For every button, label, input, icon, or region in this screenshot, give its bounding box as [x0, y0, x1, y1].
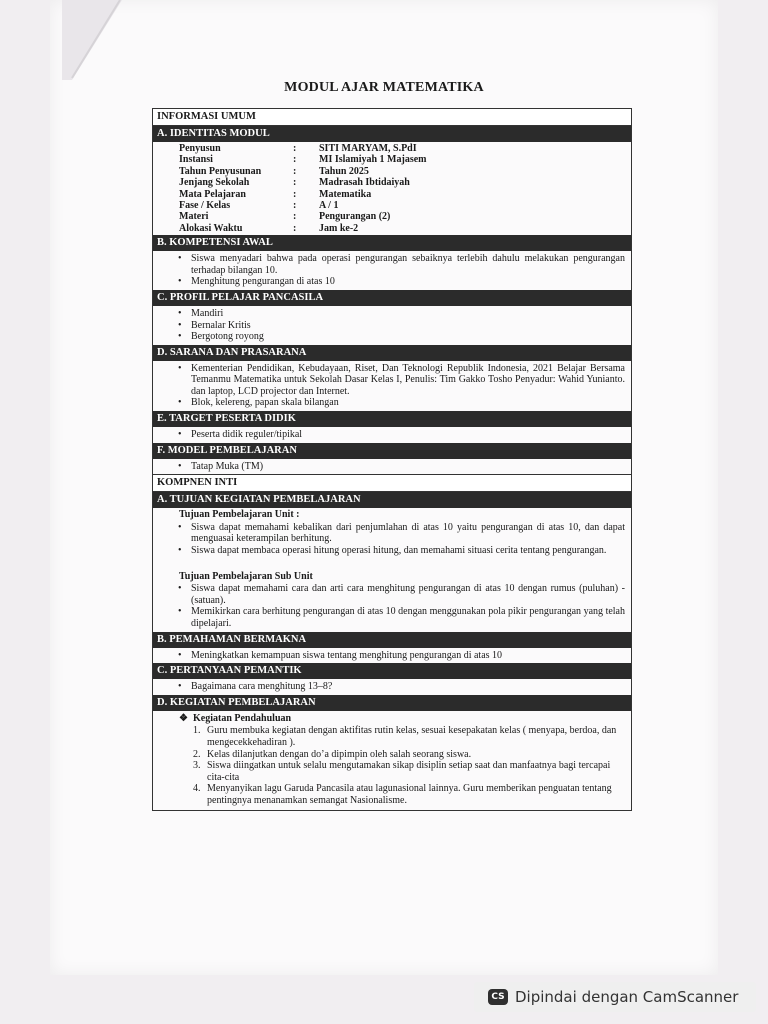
identity-row — [179, 177, 631, 188]
identity-colon: : — [293, 199, 297, 211]
identity-colon: : — [293, 143, 297, 154]
list-item: • Memikirkan cara berhitung pengurangan di atas 10 dengan menggunakan pola pikir pengurangan yang telah dipelajari. — [191, 606, 625, 629]
identity-key: Materi — [179, 211, 209, 223]
identity-row — [179, 166, 631, 177]
model-header: F. MODEL PEMBELAJARAN — [153, 443, 631, 459]
identity-key: Jenjang Sekolah — [179, 177, 250, 189]
list-item: • Blok, kelereng, papan skala bilangan — [191, 397, 625, 409]
kegiatan-subtitle — [153, 711, 631, 725]
identity-key: Instansi — [179, 154, 213, 166]
identity-colon: : — [293, 154, 297, 166]
identity-row — [179, 211, 631, 222]
identity-value: Matematika — [319, 188, 372, 200]
list-item: • Bagaimana cara menghitung 13–8? — [191, 681, 625, 693]
identitas-header: A. IDENTITAS MODUL — [153, 126, 631, 142]
identity-key: Penyusun — [179, 143, 221, 154]
diamond-bullet-icon: ❖ — [179, 712, 188, 724]
sarana-header: D. SARANA DAN PRASARANA — [153, 345, 631, 361]
list-item: • Tatap Muka (TM) — [191, 461, 625, 473]
identity-row — [179, 143, 631, 154]
target-list — [153, 427, 631, 443]
list-item: • Bergotong royong — [191, 331, 625, 343]
identity-colon: : — [293, 177, 297, 189]
identity-row — [179, 154, 631, 165]
page-fold-mark — [62, 0, 122, 80]
list-item: • Mandiri — [191, 308, 625, 320]
pertanyaan-header: C. PERTANYAAN PEMANTIK — [153, 663, 631, 679]
identity-value: Madrasah Ibtidaiyah — [319, 177, 410, 189]
list-item: • Bernalar Kritis — [191, 320, 625, 332]
target-header: E. TARGET PESERTA DIDIK — [153, 411, 631, 427]
kompetensi-list — [153, 251, 631, 290]
list-item: 3. Siswa diingatkan untuk selalu mengutamakan sikap disiplin setiap saat dan manfaatnya bagi tercapai cita-cita — [193, 760, 611, 783]
list-item: • Siswa dapat memahami kebalikan dari penjumlahan di atas 10 yaitu pengurangan di atas 10, dan dapat menguasai keterampilan berhitung. — [191, 522, 625, 545]
list-item: • Siswa dapat membaca operasi hitung operasi hitung, dan memahami situasi cerita tentang pengurangan. — [191, 545, 625, 557]
identity-colon: : — [293, 222, 297, 234]
module-table — [152, 108, 632, 811]
identity-value: MI Islamiyah 1 Majasem — [319, 154, 427, 166]
identity-key: Fase / Kelas — [179, 199, 231, 211]
identity-key: Mata Pelajaran — [179, 188, 246, 200]
profil-header: C. PROFIL PELAJAR PANCASILA — [153, 290, 631, 306]
list-item: 2. Kelas dilanjutkan dengan do’a dipimpin oleh salah seorang siswa. — [193, 748, 472, 760]
kompetensi-header: B. KOMPETENSI AWAL — [153, 235, 631, 251]
identity-row — [179, 223, 631, 234]
identity-row — [179, 189, 631, 200]
identity-value: Pengurangan (2) — [319, 211, 391, 223]
tujuan-subunit-title: Tujuan Pembelajaran Sub Unit — [179, 570, 313, 582]
identitas-list — [153, 142, 631, 235]
identity-value: A / 1 — [319, 199, 339, 211]
kegiatan-header: D. KEGIATAN PEMBELAJARAN — [153, 695, 631, 711]
pemahaman-list — [153, 648, 631, 664]
identity-value: Jam ke-2 — [319, 222, 359, 234]
identity-colon: : — [293, 211, 297, 223]
list-item: • Siswa menyadari bahwa pada operasi pengurangan sebaiknya terlebih dahulu melakukan pengurangan terhadap bilangan 10. — [191, 253, 625, 276]
camscanner-logo-icon: CS — [488, 989, 508, 1005]
identity-colon: : — [293, 188, 297, 200]
identity-row — [179, 200, 631, 211]
tujuan-unit-list — [153, 522, 631, 559]
tujuan-header: A. TUJUAN KEGIATAN PEMBELAJARAN — [153, 492, 631, 508]
kegiatan-list — [153, 724, 631, 809]
identity-value: SITI MARYAM, S.PdI — [319, 143, 417, 154]
list-item: • Peserta didik reguler/tipikal — [191, 429, 625, 441]
sarana-list — [153, 361, 631, 411]
camscanner-text: Dipindai dengan CamScanner — [515, 988, 739, 1006]
list-item: • Meningkatkan kemampuan siswa tentang menghitung pengurangan di atas 10 — [191, 650, 625, 662]
list-item: • Menghitung pengurangan di atas 10 — [191, 276, 625, 288]
list-item: 4. Menyanyikan lagu Garuda Pancasila atau lagunasional lainnya. Guru memberikan penguatan tentang pentingnya menanamkan semangat Nasionalisme. — [193, 783, 612, 806]
document-title: MODUL AJAR MATEMATIKA — [284, 80, 484, 95]
pertanyaan-list — [153, 679, 631, 695]
informasi-umum-header: INFORMASI UMUM — [153, 109, 631, 126]
model-list — [153, 459, 631, 475]
pemahaman-header: B. PEMAHAMAN BERMAKNA — [153, 632, 631, 648]
identity-key: Alokasi Waktu — [179, 222, 243, 234]
tujuan-subunit-list — [153, 583, 631, 631]
komponen-inti-header: KOMPNEN INTI — [153, 474, 631, 492]
camscanner-watermark — [474, 982, 756, 1012]
kegiatan-subtitle-text: Kegiatan Pendahuluan — [193, 712, 292, 724]
list-item: 1. Guru membuka kegiatan dengan aktifitas rutin kelas, sesuai kesepakatan kelas ( menyapa, berdoa, dan mengecekkehadiran ). — [193, 725, 617, 748]
identity-value: Tahun 2025 — [319, 165, 369, 177]
list-item: • Kementerian Pendidikan, Kebudayaan, Riset, Dan Teknologi Republik Indonesia, 2021 Belajar Bersama Temanmu Matematika untuk Sekolah Dasar Kelas I, Penulis: Tim Gakko Tosho Penyadur: Wahid Yunianto. dan laptop, LCD projector dan Internet. — [191, 363, 625, 398]
tujuan-unit-title: Tujuan Pembelajaran Unit : — [179, 509, 300, 521]
identity-key: Tahun Penyusunan — [179, 165, 262, 177]
profil-list — [153, 306, 631, 345]
identity-colon: : — [293, 165, 297, 177]
list-item: • Siswa dapat memahami cara dan arti cara menghitung pengurangan di atas 10 dengan rumus (puluhan) - (satuan). — [191, 583, 625, 606]
